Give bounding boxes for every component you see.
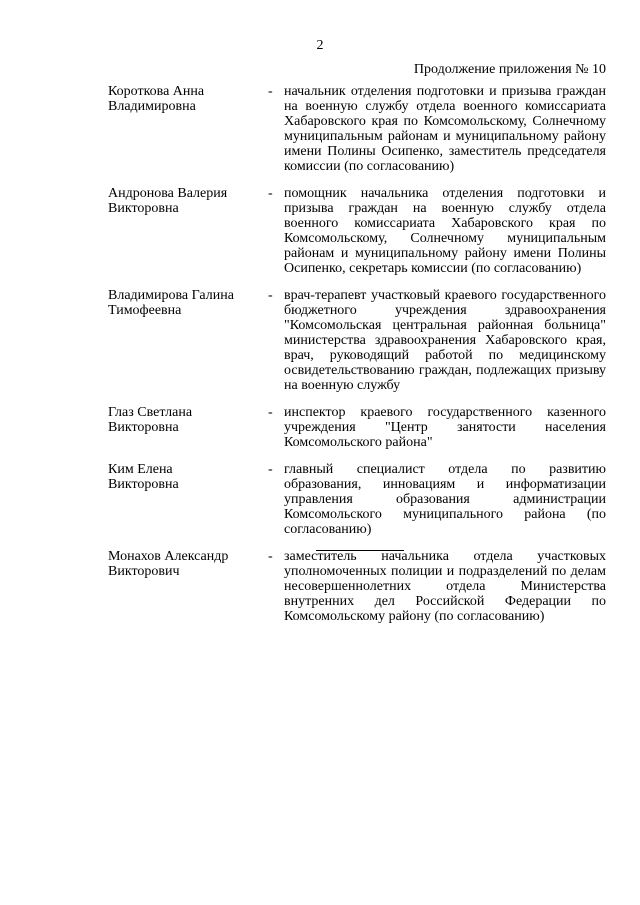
member-role: заместитель начальника отдела участковых уполномоченных полиции и подразделений по делам несовершеннолетних отдела Министерства внутренних дел Российской Федерации по Комсомольскому району (по согласованию)	[284, 549, 606, 624]
member-surname-first: Глаз Светлана	[108, 405, 193, 420]
member-entry	[108, 84, 606, 174]
member-entry	[108, 186, 606, 276]
member-patronymic: Тимофеевна	[108, 303, 182, 318]
member-surname-first: Короткова Анна	[108, 84, 205, 99]
members-list	[108, 84, 606, 636]
member-role: инспектор краевого государственного казенного учреждения "Центр занятости населения Комсомольского района"	[284, 405, 606, 450]
member-entry	[108, 549, 606, 624]
member-role: врач-терапевт участковый краевого государственного бюджетного учреждения здравоохранения "Комсомольская центральная районная больница" министерства здравоохранения Хабаровского края, врач, руководящий работой по медицинскому освидетельствованию граждан, подлежащих призыву на военную службу	[284, 288, 606, 393]
member-name	[108, 549, 268, 579]
member-dash: -	[268, 186, 273, 201]
member-patronymic: Викторович	[108, 564, 180, 579]
member-role: начальник отделения подготовки и призыва граждан на военную службу отдела военного комиссариата Хабаровского края по Комсомольскому, Солнечному муниципальным районам и муниципальному району имени Полины Осипенко, заместитель председателя комиссии (по согласованию)	[284, 84, 606, 174]
member-surname-first: Монахов Александр	[108, 549, 229, 564]
member-surname-first: Владимирова Галина	[108, 288, 234, 303]
continuation-heading: Продолжение приложения № 10	[413, 62, 606, 77]
member-name	[108, 186, 268, 216]
member-patronymic: Викторовна	[108, 477, 179, 492]
member-role: главный специалист отдела по развитию образования, инновациям и информатизации управления образования администрации Комсомольского муниципального района (по согласованию)	[284, 462, 606, 537]
end-rule-divider	[316, 550, 404, 551]
member-entry	[108, 462, 606, 537]
member-entry	[108, 288, 606, 393]
member-name	[108, 405, 268, 435]
member-surname-first: Андронова Валерия	[108, 186, 228, 201]
member-surname-first: Ким Елена	[108, 462, 173, 477]
member-name	[108, 462, 268, 492]
member-patronymic: Владимировна	[108, 99, 196, 114]
member-patronymic: Викторовна	[108, 201, 179, 216]
member-entry	[108, 405, 606, 450]
member-name	[108, 288, 268, 318]
member-dash: -	[268, 84, 273, 99]
member-dash: -	[268, 288, 273, 303]
member-patronymic: Викторовна	[108, 420, 179, 435]
page-number: 2	[316, 38, 324, 53]
member-dash: -	[268, 549, 273, 564]
member-name	[108, 84, 268, 114]
member-role: помощник начальника отделения подготовки и призыва граждан на военную службу отдела военного комиссариата Хабаровского края по Комсомольскому, Солнечному муниципальным районам и муниципальному району имени Полины Осипенко, секретарь комиссии (по согласованию)	[284, 186, 606, 276]
member-dash: -	[268, 405, 273, 420]
member-dash: -	[268, 462, 273, 477]
